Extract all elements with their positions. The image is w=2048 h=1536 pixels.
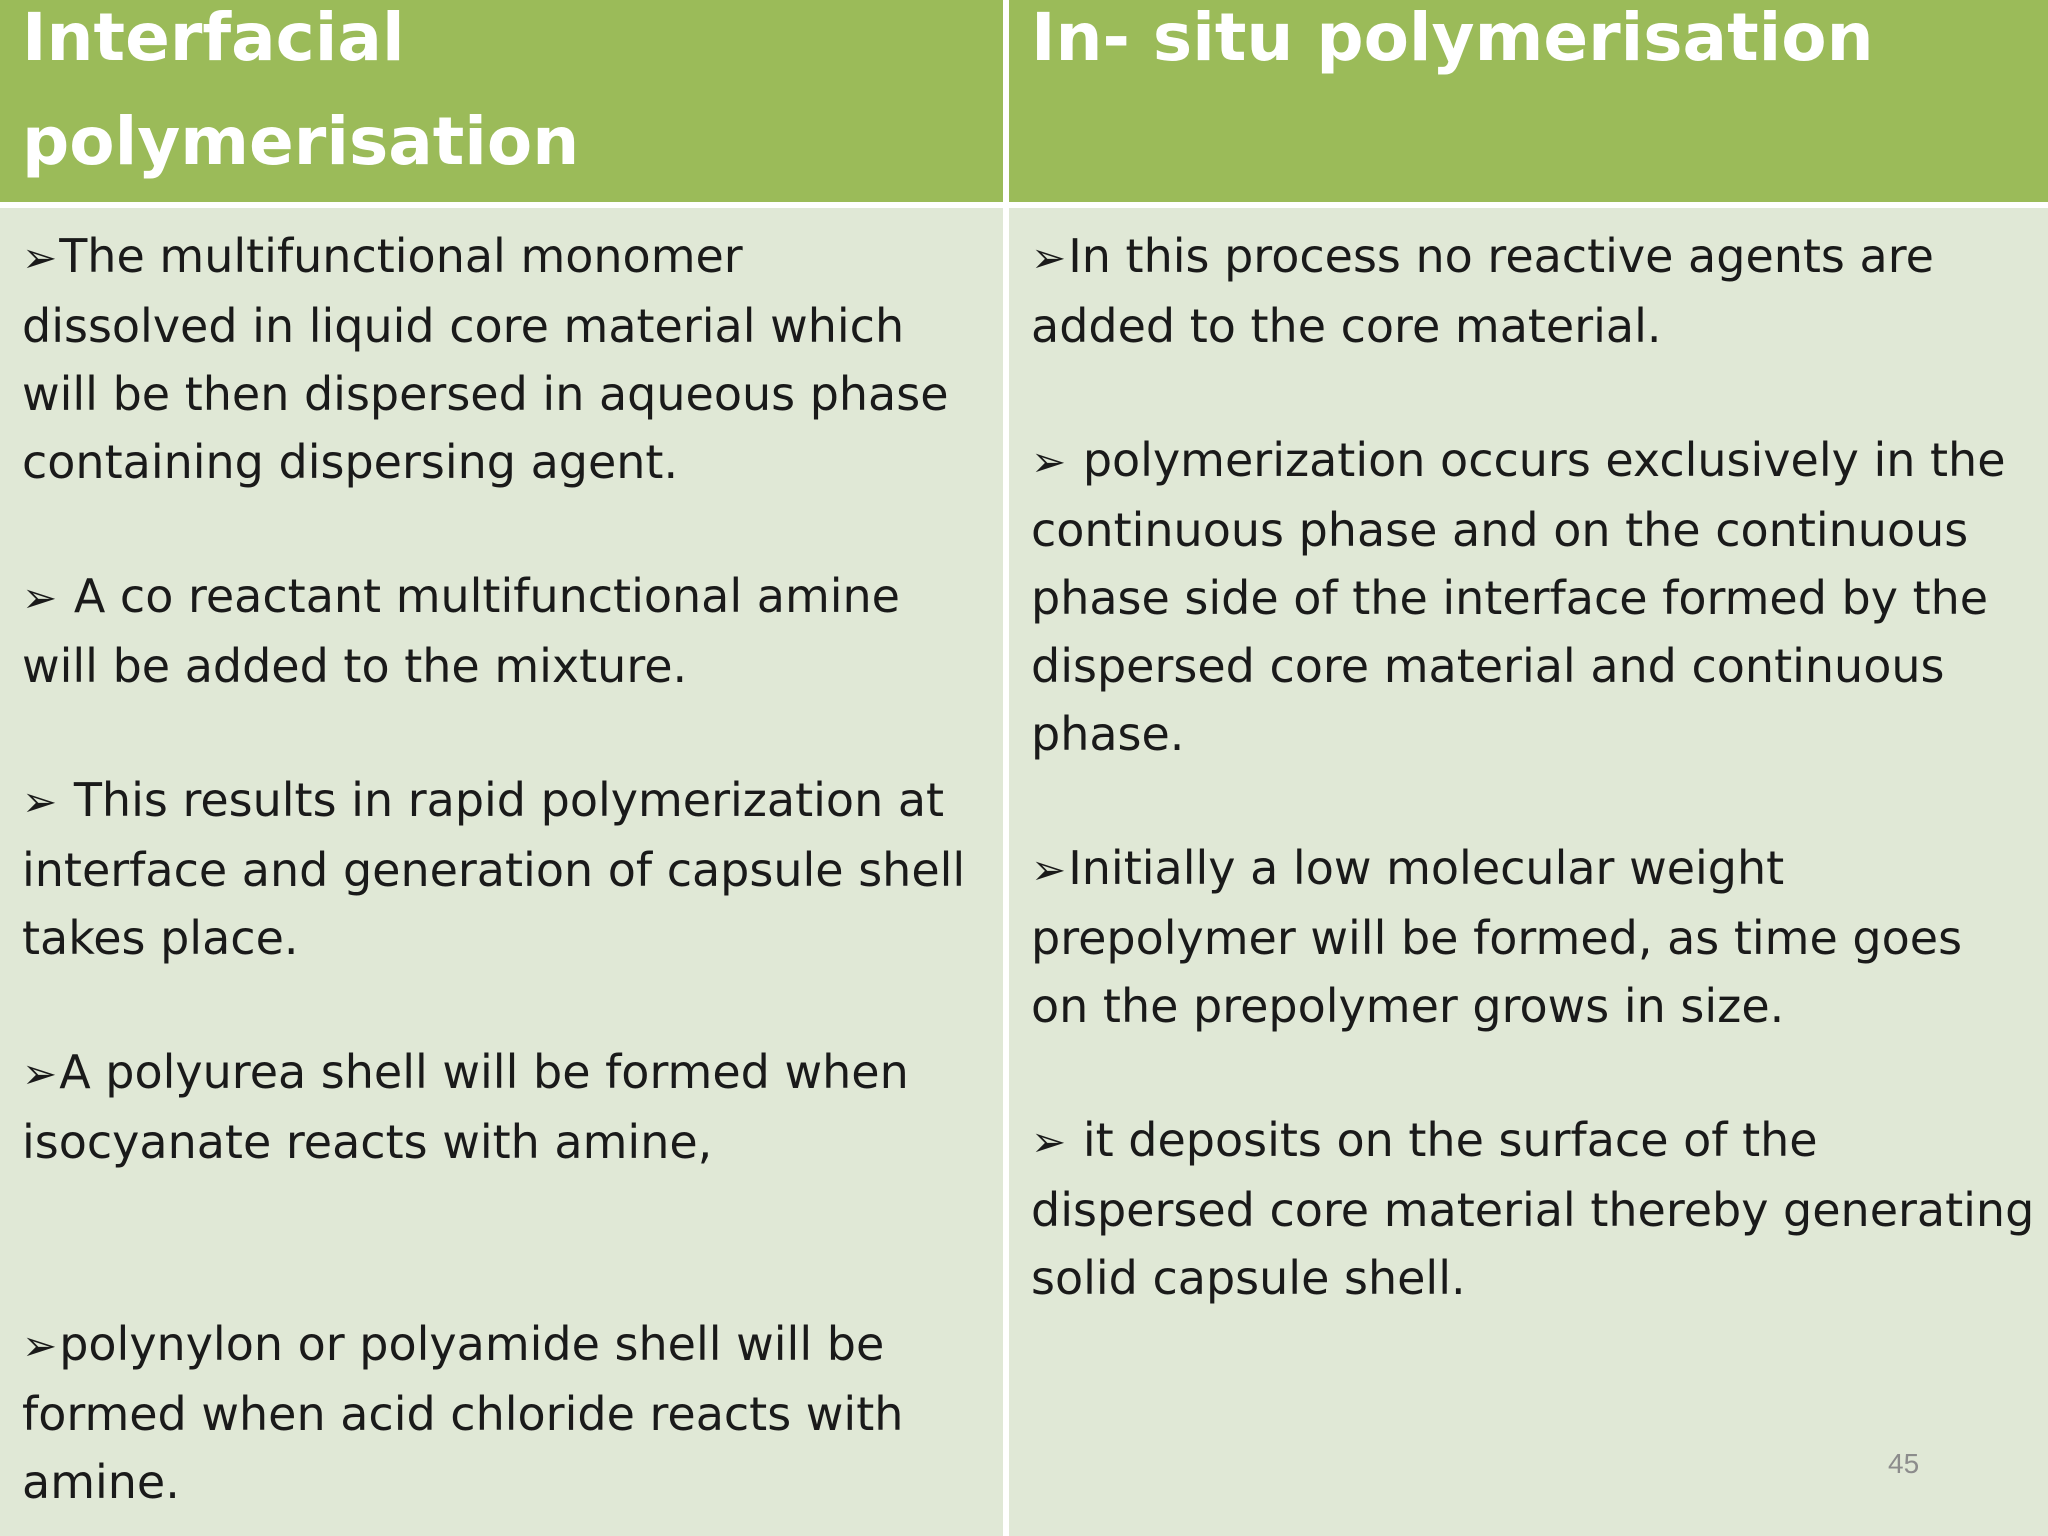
column-heading-right	[1031, 0, 1874, 90]
bullet-line: interface and generation of capsule shell	[22, 843, 966, 897]
arrow-bullet-icon: ➢	[22, 1321, 58, 1370]
bullet-item	[1031, 222, 1934, 360]
bullet-line: polynylon or polyamide shell will be	[59, 1317, 885, 1371]
bullet-line: A polyurea shell will be formed when	[59, 1045, 909, 1099]
bullet-line: on the prepolymer grows in size.	[1031, 979, 1785, 1033]
heading-line: polymerisation	[22, 103, 580, 180]
body-cell-right	[1009, 208, 2048, 1536]
bullet-item	[22, 562, 900, 700]
column-heading-left	[22, 0, 579, 194]
header-cell-right	[1009, 0, 2048, 202]
bullet-item	[22, 1310, 903, 1516]
bullet-line: dispersed core material and continuous	[1031, 639, 1945, 693]
bullet-line: polymerization occurs exclusively in the	[1068, 433, 2006, 487]
bullet-line: phase side of the interface formed by the	[1031, 571, 1989, 625]
page-number: 45	[1888, 1448, 1920, 1479]
heading-line: Interfacial	[22, 0, 405, 76]
arrow-bullet-icon: ➢	[22, 1049, 58, 1098]
bullet-item	[22, 766, 965, 972]
bullet-line: solid capsule shell.	[1031, 1251, 1466, 1305]
bullet-item	[22, 222, 949, 496]
bullet-line: added to the core material.	[1031, 299, 1662, 353]
bullet-item	[1031, 834, 1962, 1040]
bullet-line: phase.	[1031, 707, 1185, 761]
bullet-line: The multifunctional monomer	[59, 229, 743, 283]
bullet-item	[1031, 426, 2006, 768]
bullet-line: formed when acid chloride reacts with	[22, 1387, 904, 1441]
arrow-bullet-icon: ➢	[1031, 233, 1067, 282]
bullet-line: prepolymer will be formed, as time goes	[1031, 911, 1963, 965]
bullet-line: In this process no reactive agents are	[1068, 229, 1934, 283]
bullet-line: takes place.	[22, 911, 299, 965]
bullet-item	[22, 1038, 909, 1176]
arrow-bullet-icon: ➢	[22, 777, 58, 826]
bullet-line: will be then dispersed in aqueous phase	[22, 367, 949, 421]
bullet-line: continuous phase and on the continuous	[1031, 503, 1969, 557]
bullet-line: will be added to the mixture.	[22, 639, 688, 693]
arrow-bullet-icon: ➢	[22, 233, 58, 282]
bullet-item	[1031, 1106, 2034, 1312]
arrow-bullet-icon: ➢	[22, 573, 58, 622]
bullet-line: dissolved in liquid core material which	[22, 299, 905, 353]
bullet-line: amine.	[22, 1455, 180, 1509]
bullet-line: it deposits on the surface of the	[1068, 1113, 1818, 1167]
bullet-line: Initially a low molecular weight	[1068, 841, 1785, 895]
header-cell-left	[0, 0, 1003, 202]
bullet-line: dispersed core material thereby generating	[1031, 1183, 2035, 1237]
arrow-bullet-icon: ➢	[1031, 437, 1067, 486]
bullet-line: This results in rapid polymerization at	[59, 773, 945, 827]
heading-line: In- situ polymerisation	[1031, 0, 1874, 76]
body-cell-left	[0, 208, 1003, 1536]
arrow-bullet-icon: ➢	[1031, 845, 1067, 894]
arrow-bullet-icon: ➢	[1031, 1117, 1067, 1166]
bullet-line: containing dispersing agent.	[22, 435, 679, 489]
bullet-line: A co reactant multifunctional amine	[59, 569, 900, 623]
bullet-line: isocyanate reacts with amine,	[22, 1115, 713, 1169]
